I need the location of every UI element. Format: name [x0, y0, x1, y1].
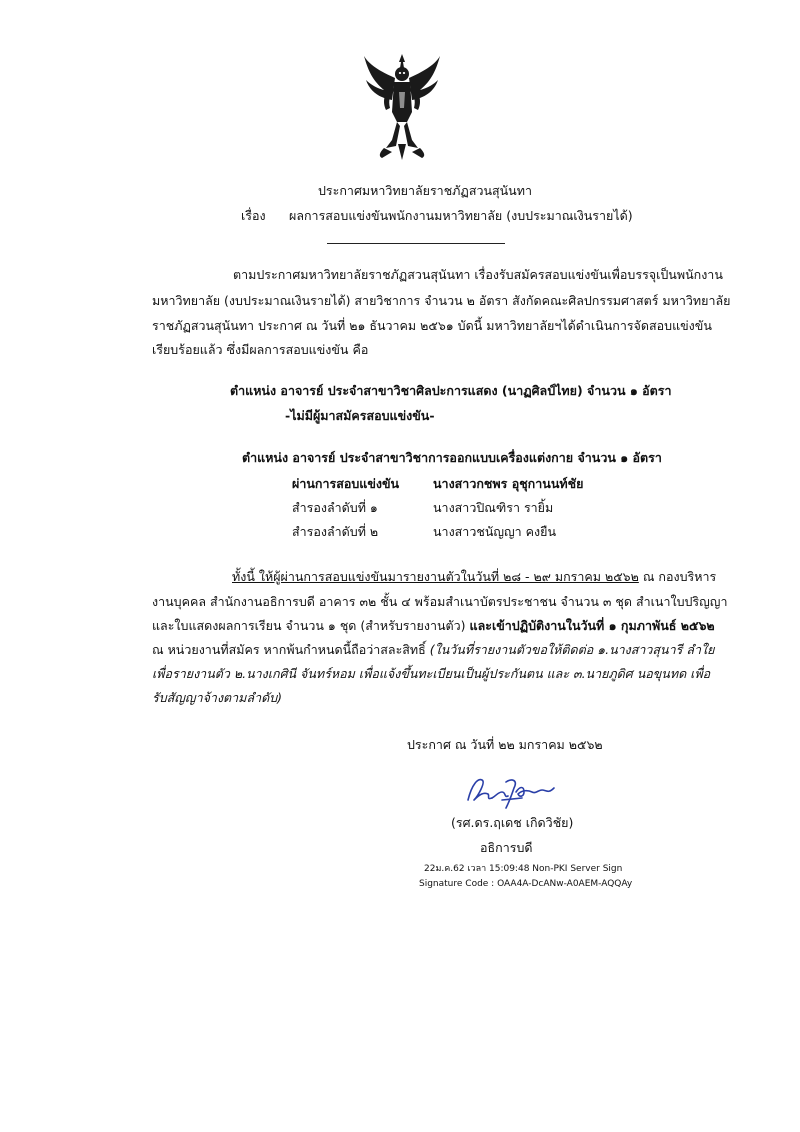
- result-rank: สำรองลำดับที่ ๑: [292, 500, 378, 515]
- subject-text: ผลการสอบแข่งขันพนักงานมหาวิทยาลัย (งบประมาณเงินรายได้): [289, 208, 633, 223]
- report-line-3-plain: และใบแสดงผลการเรียน จำนวน ๑ ชุด (สำหรับรายงานตัว): [152, 618, 470, 633]
- report-line-2: งานบุคคล สำนักงานอธิการบดี อาคาร ๓๒ ชั้น ๔ พร้อมสำเนาบัตรประชาชน จำนวน ๓ ชุด สำเนาใบปริญญา: [152, 594, 728, 609]
- report-contact-note: (ในวันที่รายงานตัวขอให้ติดต่อ ๑.นางสาวสุนารี ลำใย: [429, 642, 715, 657]
- garuda-emblem-icon: [362, 52, 442, 162]
- report-line-4: [152, 642, 714, 658]
- position-1-title: ตำแหน่ง อาจารย์ ประจำสาขาวิชาศิลปะการแสดง (นาฏศิลป์ไทย) จำนวน ๑ อัตรา: [230, 383, 672, 398]
- announced-date: ประกาศ ณ วันที่ ๒๒ มกราคม ๒๕๖๒: [407, 737, 603, 752]
- result-rank: สำรองลำดับที่ ๒: [292, 524, 379, 539]
- intro-line-4: เรียบร้อยแล้ว ซึ่งมีผลการสอบแข่งขัน คือ: [152, 342, 369, 357]
- position-2-title: ตำแหน่ง อาจารย์ ประจำสาขาวิชาการออกแบบเครื่องแต่งกาย จำนวน ๑ อัตรา: [242, 450, 662, 465]
- report-dates-underlined: ทั้งนี้ ให้ผู้ผ่านการสอบแข่งขันมารายงานตัวในวันที่ ๒๘ - ๒๙ มกราคม ๒๕๖๒: [232, 569, 639, 584]
- report-line-1-rest: ณ กองบริหาร: [638, 569, 717, 584]
- intro-line-2: มหาวิทยาลัย (งบประมาณเงินรายได้) สายวิชาการ จำนวน ๒ อัตรา สังกัดคณะศิลปกรรมศาสตร์ มหาวิทยาลัย: [152, 293, 731, 308]
- result-name: นางสาวกชพร อุชุกานนท์ชัย: [433, 476, 584, 491]
- header-divider: [327, 243, 505, 244]
- report-start-date: และเข้าปฏิบัติงานในวันที่ ๑ กุมภาพันธ์ ๒๕๖๒: [469, 618, 715, 633]
- handwritten-signature-icon: [462, 770, 562, 810]
- report-line-6: รับสัญญาจ้างตามลำดับ): [152, 690, 283, 705]
- report-line-3: [152, 618, 715, 634]
- report-line-1: [232, 569, 716, 585]
- signer-name: (รศ.ดร.ฤเดช เกิดวิชัย): [451, 815, 574, 830]
- subject-label: เรื่อง: [241, 208, 266, 223]
- intro-line-1: ตามประกาศมหาวิทยาลัยราชภัฏสวนสุนันทา เรื่องรับสมัครสอบแข่งขันเพื่อบรรจุเป็นพนักงาน: [233, 267, 723, 282]
- signer-title: อธิการบดี: [480, 840, 533, 855]
- report-line-4-plain: ณ หน่วยงานที่สมัคร หากพ้นกำหนดนี้ถือว่าสละสิทธิ์: [152, 642, 430, 657]
- result-rank: ผ่านการสอบแข่งขัน: [292, 476, 400, 491]
- report-line-5: เพื่อรายงานตัว ๒.นางเกศินี จันทร์หอม เพื่อแจ้งขึ้นทะเบียนเป็นผู้ประกันตน และ ๓.นายภูดิศ นอขุนทด เพื่อ: [152, 666, 711, 681]
- signature-code: Signature Code : OAA4A-DcANw-A0AEM-AQQAy: [419, 879, 633, 889]
- sign-meta: 22ม.ค.62 เวลา 15:09:48 Non-PKI Server Sign: [424, 864, 623, 874]
- position-1-note: -ไม่มีผู้มาสมัครสอบแข่งขัน-: [285, 408, 435, 423]
- intro-line-3: ราชภัฏสวนสุนันทา ประกาศ ณ วันที่ ๒๑ ธันวาคม ๒๕๖๑ บัดนี้ มหาวิทยาลัยฯได้ดำเนินการจัดสอบแข่งขัน: [152, 318, 712, 333]
- result-name: นางสาวชนัญญา คงยืน: [433, 524, 556, 539]
- announcement-title: ประกาศมหาวิทยาลัยราชภัฏสวนสุนันทา: [318, 183, 532, 198]
- result-name: นางสาวปิณฑิรา รายิ้ม: [433, 500, 554, 515]
